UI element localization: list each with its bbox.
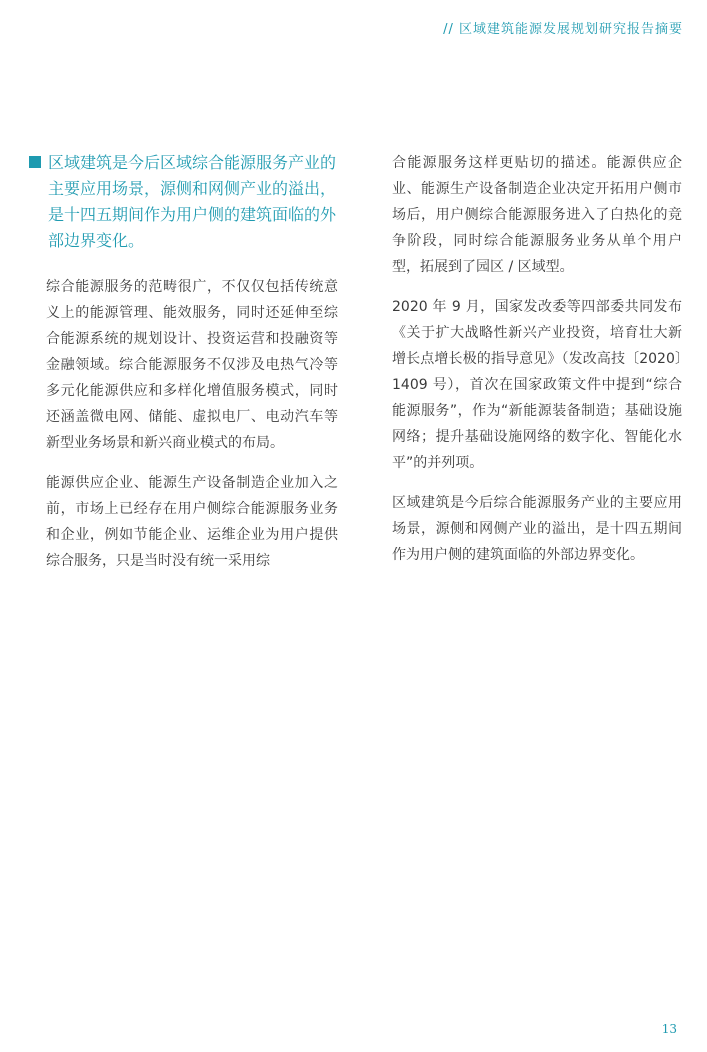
- left-column: [46, 150, 338, 588]
- paragraph: 合能源服务这样更贴切的描述。能源供应企业、能源生产设备制造企业决定开拓用户侧市场后，用户侧综合能源服务进入了白热化的竞争阶段，同时综合能源服务业务从单个用户型，拓展到了园区 / 区域型。: [392, 155, 682, 275]
- page-number: 13: [661, 1022, 677, 1036]
- square-bullet-icon: [29, 156, 41, 168]
- header-title: // 区域建筑能源发展规划研究报告摘要: [443, 22, 683, 37]
- paragraph: 综合能源服务的范畴很广，不仅仅包括传统意义上的能源管理、能效服务，同时还延伸至综合能源系统的规划设计、投资运营和投融资等金融领域。综合能源服务不仅涉及电热气冷等多元化能源供应和多样化增值服务模式，同时还涵盖微电网、储能、虚拟电厂、电动汽车等新型业务场景和新兴商业模式的布局。: [46, 279, 338, 451]
- right-column: [392, 150, 682, 582]
- paragraph: 2020 年 9 月，国家发改委等四部委共同发布《关于扩大战略性新兴产业投资，培育壮大新增长点增长极的指导意见》（发改高技〔2020〕1409 号），首次在国家政策文件中提到“综合能源服务”，作为“新能源装备制造；基础设施网络；提升基础设施网络的数字化、智能化水平”的并列项。: [392, 299, 682, 471]
- highlight-summary: [46, 150, 338, 254]
- paragraph: 能源供应企业、能源生产设备制造企业加入之前，市场上已经存在用户侧综合能源服务业务和企业，例如节能企业、运维企业为用户提供综合服务，只是当时没有统一采用综: [46, 475, 338, 569]
- highlight-text: 区域建筑是今后区域综合能源服务产业的主要应用场景，源侧和网侧产业的溢出，是十四五期间作为用户侧的建筑面临的外部边界变化。: [48, 153, 337, 250]
- paragraph: 区域建筑是今后综合能源服务产业的主要应用场景，源侧和网侧产业的溢出，是十四五期间作为用户侧的建筑面临的外部边界变化。: [392, 495, 682, 563]
